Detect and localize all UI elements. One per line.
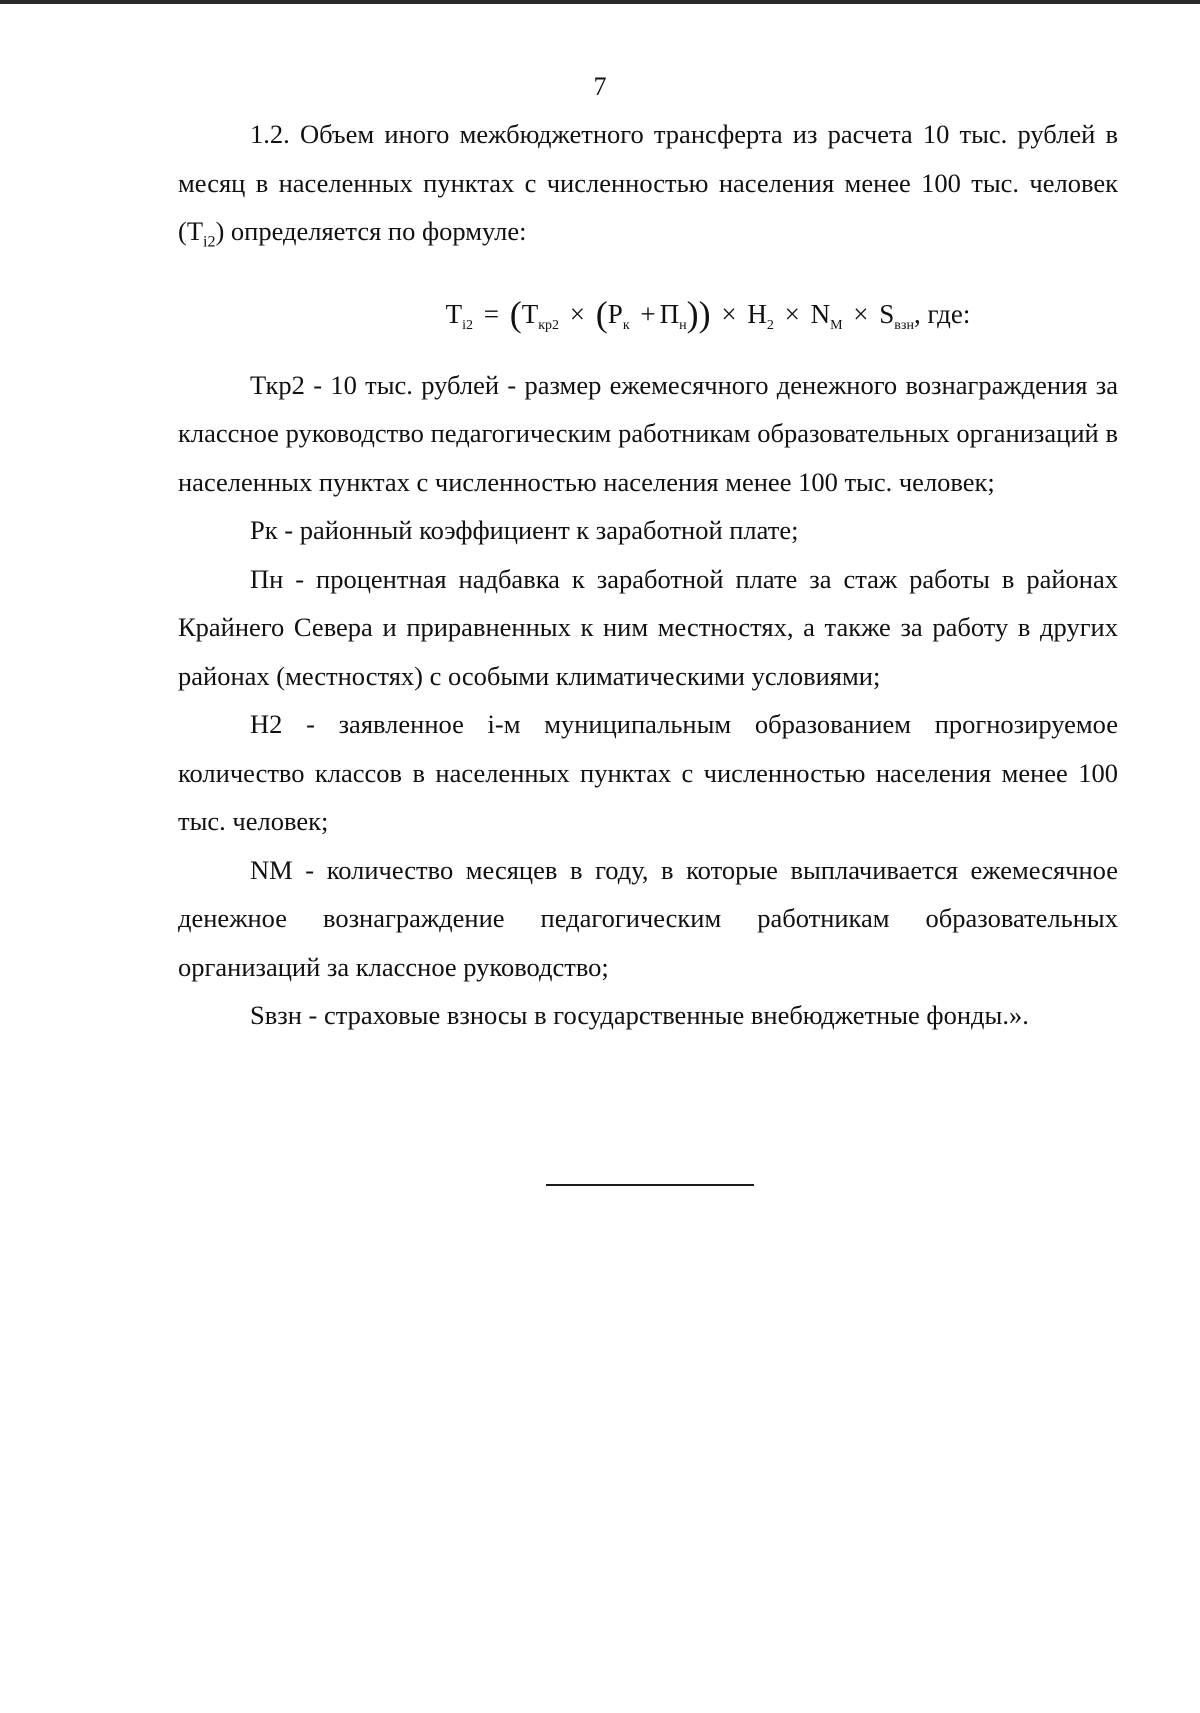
formula-h: H xyxy=(747,298,767,329)
formula-lhs-sub: i2 xyxy=(462,317,473,333)
definition-h2: Н2 - заявленное i-м муниципальным образованием прогнозируемое количество классов в населенных пунктах с численностью населения менее 100 тыс. человек; xyxy=(178,709,1118,837)
formula-t-sub: кр2 xyxy=(538,317,560,333)
formula-lparen-outer: ( xyxy=(509,293,522,334)
formula-n-sub: M xyxy=(830,317,843,333)
formula-p: P xyxy=(607,298,623,329)
formula-times-2: × xyxy=(721,298,737,329)
formula xyxy=(178,283,1118,345)
formula-equals: = xyxy=(483,298,499,329)
formula-times-1: × xyxy=(569,298,586,329)
formula-rparen-inner: ) xyxy=(686,293,699,334)
definition-rk: Рк - районный коэффициент к заработной плате; xyxy=(250,515,799,546)
formula-pn-sub: н xyxy=(679,317,687,333)
formula-times-4: × xyxy=(853,298,869,329)
intro-subscript: i2 xyxy=(203,233,216,251)
formula-plus: + xyxy=(640,298,656,329)
end-separator-line xyxy=(546,1184,754,1186)
definition-svzn: Sвзн - страховые взносы в государственные внебюджетные фонды.». xyxy=(250,1000,1029,1031)
definition-nm: NМ - количество месяцев в году, в которые выплачивается ежемесячное денежное вознаграждение педагогическим работникам образовательных организаций за классное руководство; xyxy=(178,854,1118,982)
formula-n: N xyxy=(810,298,831,329)
page-number: 7 xyxy=(593,72,607,101)
formula-rparen-outer: ) xyxy=(698,293,711,334)
formula-pn: П xyxy=(659,298,680,329)
formula-lhs: T xyxy=(445,298,463,329)
intro-text: 1.2. Объем иного межбюджетного трансферта из расчета 10 тыс. рублей в месяц в населенных пунктах с численностью населения менее 100 тыс. человек (T xyxy=(178,119,1118,246)
definition-tkr2: Ткр2 - 10 тыс. рублей - размер ежемесячного денежного вознаграждения за классное руководство педагогическим работникам образовательных организаций в населенных пунктах с численностью населения менее 100 тыс. человек; xyxy=(178,369,1118,497)
page-top-border xyxy=(0,0,1200,4)
formula-s-sub: взн xyxy=(894,317,914,333)
formula-lparen-inner: ( xyxy=(595,293,608,334)
intro-tail: ) определяется по формуле: xyxy=(215,216,527,246)
intro-paragraph xyxy=(178,110,1118,267)
formula-h-sub: 2 xyxy=(766,317,774,333)
formula-suffix: , где: xyxy=(913,298,971,329)
document-body xyxy=(178,110,1118,1040)
formula-s: S xyxy=(879,298,895,329)
definition-pn: Пн - процентная надбавка к заработной плате за стаж работы в районах Крайнего Севера и приравненных к ним местностях, а также за работу в других районах (местностях) с особыми климатическими условиями; xyxy=(178,563,1118,691)
formula-times-3: × xyxy=(784,298,800,329)
formula-t: T xyxy=(521,298,539,329)
formula-p-sub: к xyxy=(622,317,630,333)
